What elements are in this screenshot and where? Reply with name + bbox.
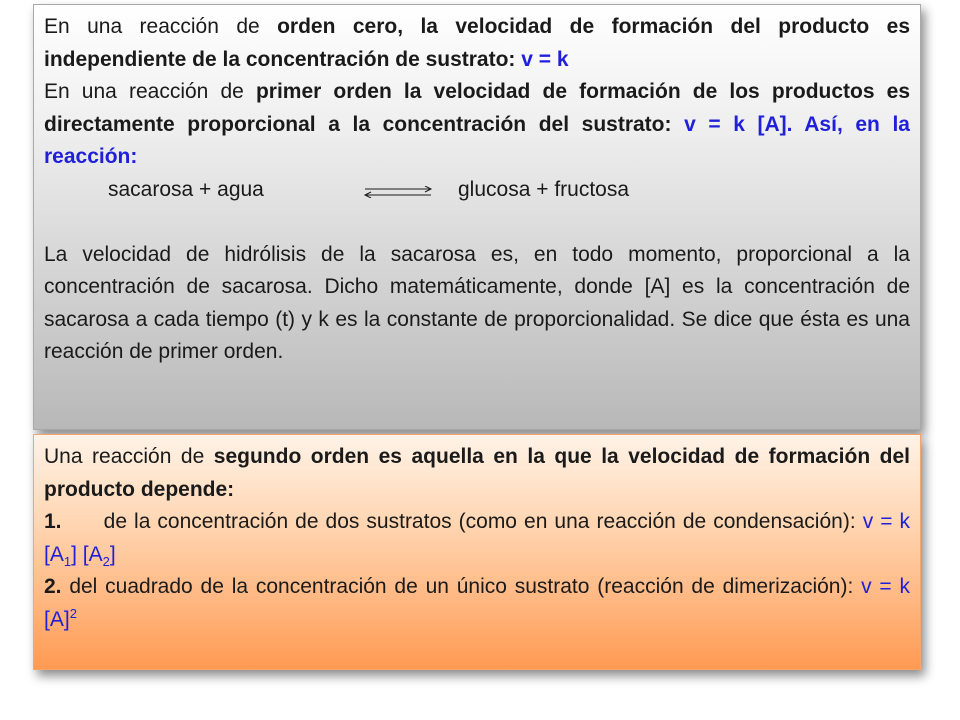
rate-equation-two-substrates: v = k $[A_1]$ $[A_2]$ xyxy=(44,510,916,569)
equation-reactants: sacarosa + agua xyxy=(108,177,264,201)
first-order-text-box xyxy=(33,4,921,430)
zero-order-paragraph: En una reacción de orden cero, la velocidad de formación del producto es independiente de la concentración de sustrato: v = k xyxy=(44,15,911,71)
equation-products: glucosa + fructosa xyxy=(458,177,630,201)
blank-line xyxy=(44,206,910,239)
first-order-paragraph: En una reacción de primer orden la velocidad de formación de los productos es directamente proporcional a la concentración del sustrato: v = k [A]. Así, en la reacción: xyxy=(44,80,911,168)
second-order-paragraph: Una reacción de segundo orden es aquella en la que la velocidad de formación del producto depende: xyxy=(44,445,910,501)
list-item-squared-substrate: 2. del cuadrado de la concentración de un único sustrato (reacción de dimerización): v = k $[A]^2$ xyxy=(44,575,910,631)
reversible-arrow-icon xyxy=(362,186,434,198)
second-order-text-box xyxy=(33,434,921,670)
sucrose-hydrolysis-equation xyxy=(44,174,910,207)
rate-equation-squared: v = k $[A]^2$ xyxy=(44,575,910,631)
list-item-two-substrates: 1. de la concentración de dos sustratos (como en una reacción de condensación): v = k $[A_1]$ $[A_2]$ xyxy=(44,510,916,569)
hydrolysis-paragraph: La velocidad de hidrólisis de la sacarosa es, en todo momento, proporcional a la concentración de sacarosa. Dicho matemáticamente, donde [A] es la concentración de sacarosa a cada tiempo (t) y k es la constante de proporcionalidad. Se dice que ésta es una reacción de primer orden. xyxy=(44,242,910,363)
